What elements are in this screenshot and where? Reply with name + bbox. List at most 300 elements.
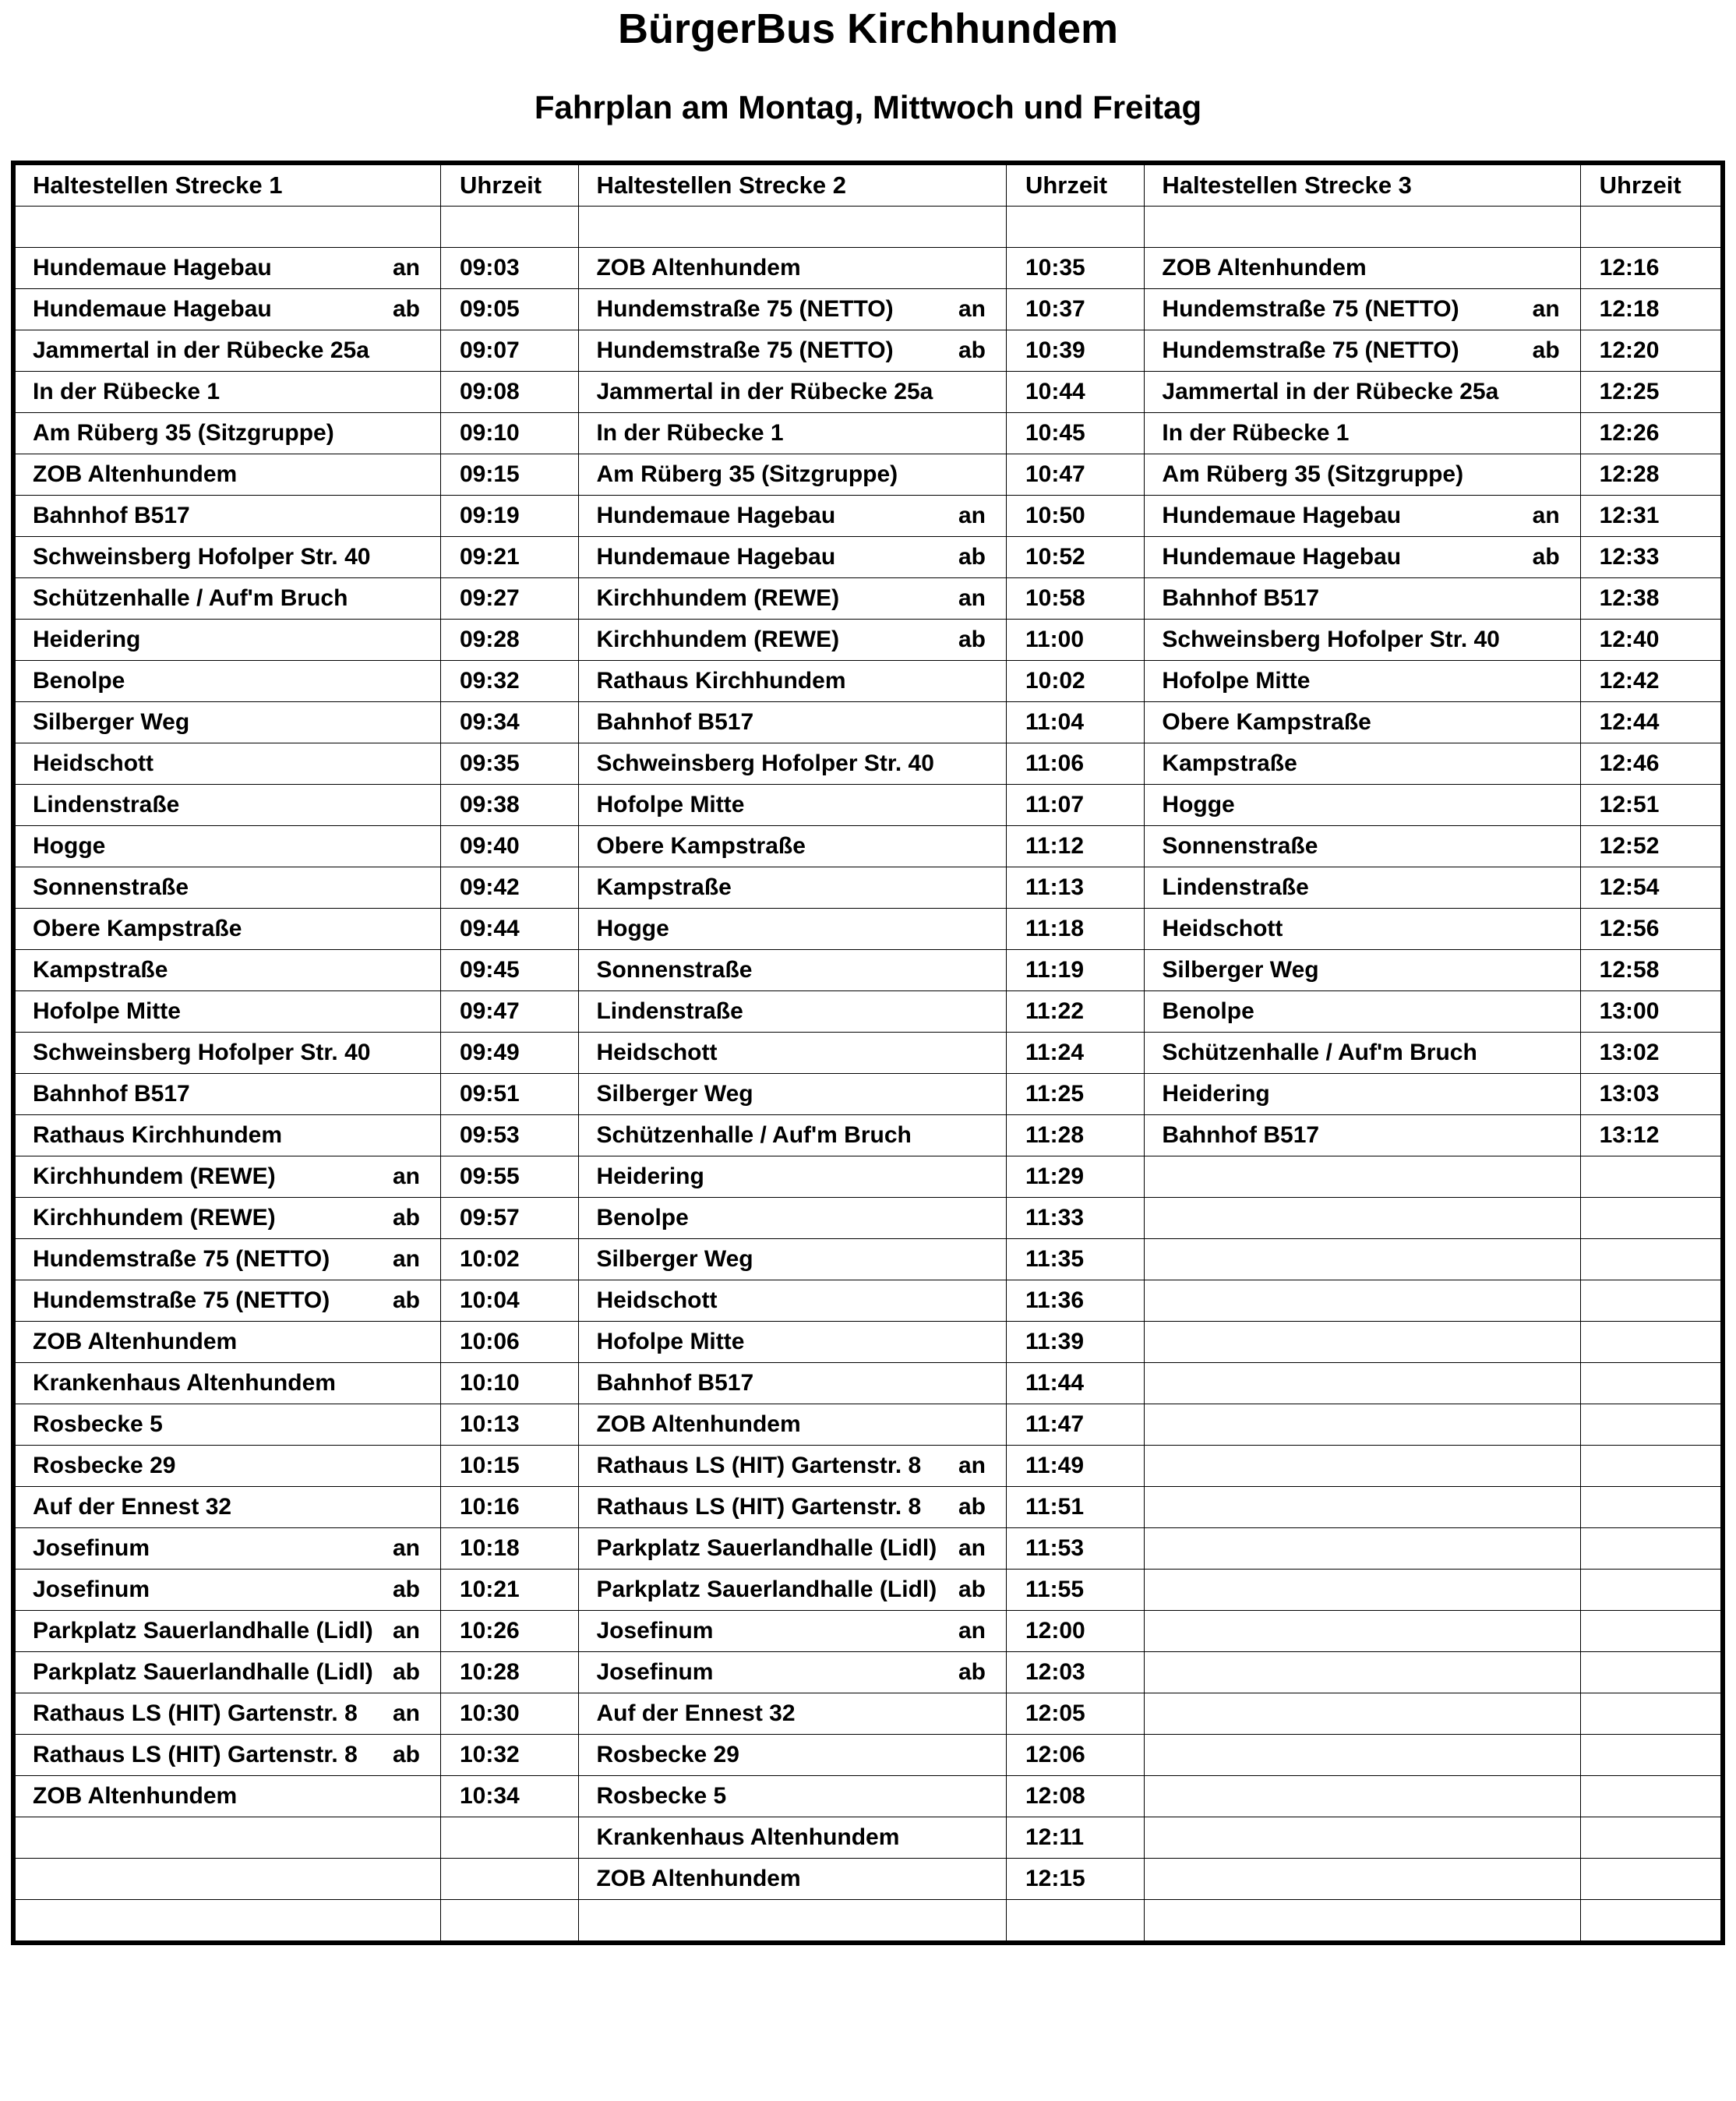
stop-label: Parkplatz Sauerlandhalle (Lidl) xyxy=(33,1619,373,1643)
page-subtitle: Fahrplan am Montag, Mittwoch und Freitag xyxy=(534,89,1202,126)
departure-time-cell xyxy=(441,1238,579,1280)
stop-name-cell xyxy=(579,1280,1007,1321)
departure-time-cell xyxy=(441,949,579,990)
empty-cell xyxy=(1580,1445,1723,1486)
stop-name-cell xyxy=(13,412,441,454)
time-label: 13:12 xyxy=(1599,1121,1660,1148)
departure-time-cell xyxy=(1580,412,1723,454)
stop-label: Sonnenstraße xyxy=(33,875,189,899)
stop-label: Bahnhof B517 xyxy=(596,710,754,734)
stop-name-cell xyxy=(13,701,441,743)
stop-name-cell xyxy=(13,1651,441,1693)
stop-label: Heidschott xyxy=(596,1288,718,1312)
time-label: 09:32 xyxy=(460,667,520,694)
time-label: 10:06 xyxy=(460,1328,520,1354)
time-label: 12:18 xyxy=(1599,295,1660,322)
stop-name-cell xyxy=(13,495,441,536)
empty-cell xyxy=(1580,1527,1723,1569)
time-label: 11:35 xyxy=(1025,1245,1085,1272)
empty-cell xyxy=(579,206,1007,247)
stop-label: Kampstraße xyxy=(33,958,168,982)
stop-row-content xyxy=(579,793,1006,817)
stop-name-cell xyxy=(13,949,441,990)
departure-time-cell xyxy=(441,660,579,701)
departure-time-cell xyxy=(1580,949,1723,990)
stop-name-cell xyxy=(579,330,1007,371)
stop-row-content xyxy=(16,1082,440,1106)
departure-time-cell xyxy=(1006,660,1144,701)
departure-time-cell xyxy=(1006,1197,1144,1238)
departure-time-cell xyxy=(441,412,579,454)
departure-time-cell xyxy=(441,1073,579,1114)
stop-row-content xyxy=(579,587,1006,610)
stop-row-content xyxy=(579,298,1006,321)
empty-cell xyxy=(1145,1404,1580,1445)
empty-cell xyxy=(1580,1610,1723,1651)
stop-label: Jammertal in der Rübecke 25a xyxy=(1162,380,1499,404)
time-label: 12:56 xyxy=(1599,915,1660,941)
time-label: 09:49 xyxy=(460,1039,520,1065)
time-label: 09:03 xyxy=(460,254,520,281)
arrival-departure-marker: ab xyxy=(958,545,986,569)
arrival-departure-marker: an xyxy=(958,1536,986,1560)
stop-row-content xyxy=(1145,669,1579,693)
header-stops-strecke-1 xyxy=(13,163,441,207)
stop-name-cell xyxy=(579,1817,1007,1858)
arrival-departure-marker: an xyxy=(392,1701,420,1725)
departure-time-cell xyxy=(1006,1775,1144,1817)
stop-name-cell xyxy=(13,330,441,371)
stop-name-cell xyxy=(13,1734,441,1775)
stop-label: Hundemaue Hagebau xyxy=(1162,503,1402,528)
table-row xyxy=(13,1114,1723,1156)
empty-cell xyxy=(1145,1610,1580,1651)
time-label: 11:13 xyxy=(1025,874,1085,900)
stop-row-content xyxy=(1145,339,1579,362)
stop-label: Am Rüberg 35 (Sitzgruppe) xyxy=(33,421,334,445)
stop-name-cell xyxy=(13,1569,441,1610)
time-label: 11:39 xyxy=(1025,1328,1085,1354)
stop-label: Rathaus Kirchhundem xyxy=(33,1123,283,1147)
stop-name-cell xyxy=(1145,949,1580,990)
stop-row-content xyxy=(579,917,1006,941)
departure-time-cell xyxy=(1006,536,1144,577)
table-row xyxy=(13,701,1723,743)
departure-time-cell xyxy=(441,371,579,412)
empty-cell xyxy=(579,1899,1007,1943)
stop-name-cell xyxy=(1145,536,1580,577)
stop-row-content xyxy=(16,546,440,569)
arrival-departure-marker: ab xyxy=(392,1288,420,1312)
stop-row-content xyxy=(579,1537,1006,1560)
stop-row-content xyxy=(16,339,440,362)
time-label: 09:34 xyxy=(460,708,520,735)
time-label: 12:33 xyxy=(1599,543,1660,570)
stop-name-cell xyxy=(13,1362,441,1404)
stop-label: Schweinsberg Hofolper Str. 40 xyxy=(596,751,934,775)
table-row xyxy=(13,1156,1723,1197)
stop-name-cell xyxy=(579,495,1007,536)
table-row xyxy=(13,495,1723,536)
stop-row-content xyxy=(16,380,440,404)
header-stops-strecke-2-label: Haltestellen Strecke 2 xyxy=(596,171,846,199)
empty-cell xyxy=(1145,1362,1580,1404)
time-label: 10:58 xyxy=(1025,584,1085,611)
stop-label: ZOB Altenhundem xyxy=(596,1412,801,1436)
stop-row-content xyxy=(579,1082,1006,1106)
empty-cell xyxy=(1580,1734,1723,1775)
stop-label: Schützenhalle / Auf'm Bruch xyxy=(596,1123,912,1147)
stop-label: Krankenhaus Altenhundem xyxy=(33,1371,336,1395)
departure-time-cell xyxy=(1580,495,1723,536)
departure-time-cell xyxy=(1006,330,1144,371)
departure-time-cell xyxy=(1006,619,1144,660)
departure-time-cell xyxy=(1006,1817,1144,1858)
stop-label: Rosbecke 5 xyxy=(596,1784,727,1808)
time-label: 09:44 xyxy=(460,915,520,941)
departure-time-cell xyxy=(1006,1238,1144,1280)
stop-label: Silberger Weg xyxy=(596,1247,753,1271)
stop-label: Rathaus Kirchhundem xyxy=(596,669,846,693)
time-label: 09:47 xyxy=(460,998,520,1024)
stop-row-content xyxy=(16,504,440,528)
empty-cell xyxy=(1580,1197,1723,1238)
empty-cell xyxy=(13,1817,441,1858)
time-label: 11:25 xyxy=(1025,1080,1085,1107)
departure-time-cell xyxy=(441,1486,579,1527)
time-label: 10:45 xyxy=(1025,419,1085,446)
table-row xyxy=(13,1817,1723,1858)
stop-label: Benolpe xyxy=(596,1206,689,1230)
stop-label: Hofolpe Mitte xyxy=(596,793,745,817)
empty-cell xyxy=(441,206,579,247)
time-label: 11:00 xyxy=(1025,626,1085,652)
time-label: 12:00 xyxy=(1025,1617,1085,1644)
header-stops-strecke-1-label: Haltestellen Strecke 1 xyxy=(33,171,283,199)
stop-label: Bahnhof B517 xyxy=(596,1371,754,1395)
stop-label: Heidering xyxy=(1162,1082,1270,1106)
stop-row-content xyxy=(579,1124,1006,1147)
time-label: 12:31 xyxy=(1599,502,1660,528)
time-label: 11:18 xyxy=(1025,915,1085,941)
stop-row-content xyxy=(1145,793,1579,817)
time-label: 12:52 xyxy=(1599,832,1660,859)
stop-label: Hundemaue Hagebau xyxy=(33,256,272,280)
stop-label: Schützenhalle / Auf'm Bruch xyxy=(1162,1040,1477,1065)
table-row xyxy=(13,288,1723,330)
stop-name-cell xyxy=(1145,330,1580,371)
time-label: 12:08 xyxy=(1025,1782,1085,1809)
departure-time-cell xyxy=(1006,784,1144,825)
stop-name-cell xyxy=(13,1114,441,1156)
departure-time-cell xyxy=(1580,701,1723,743)
time-label: 12:40 xyxy=(1599,626,1660,652)
stop-name-cell xyxy=(1145,247,1580,288)
time-label: 12:46 xyxy=(1599,750,1660,776)
header-time-strecke-1-label: Uhrzeit xyxy=(460,171,542,199)
stop-label: Silberger Weg xyxy=(33,710,190,734)
departure-time-cell xyxy=(441,1527,579,1569)
stop-label: Hundemaue Hagebau xyxy=(1162,545,1402,569)
empty-cell xyxy=(1580,1486,1723,1527)
departure-time-cell xyxy=(441,1569,579,1610)
stop-label: In der Rübecke 1 xyxy=(596,421,784,445)
time-label: 10:16 xyxy=(460,1493,520,1520)
stop-label: Obere Kampstraße xyxy=(33,916,242,941)
empty-cell xyxy=(1145,1238,1580,1280)
stop-name-cell xyxy=(1145,454,1580,495)
stop-row-content xyxy=(16,876,440,899)
stop-name-cell xyxy=(579,990,1007,1032)
stop-row-content xyxy=(1145,298,1579,321)
departure-time-cell xyxy=(1006,701,1144,743)
empty-cell xyxy=(1580,1321,1723,1362)
stop-label: Hogge xyxy=(596,916,669,941)
departure-time-cell xyxy=(1580,247,1723,288)
time-label: 10:26 xyxy=(460,1617,520,1644)
empty-cell xyxy=(1145,1486,1580,1527)
stop-name-cell xyxy=(13,1610,441,1651)
stop-label: ZOB Altenhundem xyxy=(1162,256,1367,280)
time-label: 09:38 xyxy=(460,791,520,817)
arrival-departure-marker: an xyxy=(958,586,986,610)
stop-name-cell xyxy=(579,1486,1007,1527)
time-label: 09:27 xyxy=(460,584,520,611)
stop-label: Rathaus LS (HIT) Gartenstr. 8 xyxy=(596,1495,922,1519)
time-label: 12:58 xyxy=(1599,956,1660,983)
stop-label: Am Rüberg 35 (Sitzgruppe) xyxy=(596,462,898,486)
stop-name-cell xyxy=(579,1527,1007,1569)
stop-row-content xyxy=(579,752,1006,775)
stop-name-cell xyxy=(579,371,1007,412)
time-label: 09:21 xyxy=(460,543,520,570)
departure-time-cell xyxy=(1006,1073,1144,1114)
stop-label: Hofolpe Mitte xyxy=(1162,669,1311,693)
empty-cell xyxy=(1006,1899,1144,1943)
stop-label: Heidschott xyxy=(1162,916,1283,941)
departure-time-cell xyxy=(441,784,579,825)
departure-time-cell xyxy=(441,1114,579,1156)
stop-label: Rosbecke 5 xyxy=(33,1412,163,1436)
time-label: 09:53 xyxy=(460,1121,520,1148)
stop-row-content xyxy=(579,1454,1006,1478)
schedule-table-wrapper xyxy=(11,161,1725,1945)
departure-time-cell xyxy=(441,825,579,867)
stop-row-content xyxy=(16,1372,440,1395)
time-label: 10:10 xyxy=(460,1369,520,1396)
table-row xyxy=(13,1486,1723,1527)
stop-row-content xyxy=(579,835,1006,858)
arrival-departure-marker: an xyxy=(392,1536,420,1560)
stop-name-cell xyxy=(13,1156,441,1197)
time-label: 12:20 xyxy=(1599,337,1660,363)
stop-row-content xyxy=(16,1578,440,1601)
time-label: 10:02 xyxy=(460,1245,520,1272)
stop-label: Hundemstraße 75 (NETTO) xyxy=(1162,297,1459,321)
time-label: 10:32 xyxy=(460,1741,520,1767)
arrival-departure-marker: an xyxy=(958,503,986,528)
header-stops-strecke-3 xyxy=(1145,163,1580,207)
departure-time-cell xyxy=(1006,1321,1144,1362)
stop-label: Parkplatz Sauerlandhalle (Lidl) xyxy=(33,1660,373,1684)
departure-time-cell xyxy=(441,495,579,536)
departure-time-cell xyxy=(441,1734,579,1775)
stop-label: Rathaus LS (HIT) Gartenstr. 8 xyxy=(596,1453,922,1478)
arrival-departure-marker: ab xyxy=(392,297,420,321)
departure-time-cell xyxy=(1580,660,1723,701)
departure-time-cell xyxy=(1006,1651,1144,1693)
table-row xyxy=(13,577,1723,619)
empty-cell xyxy=(1580,1775,1723,1817)
stop-label: Hogge xyxy=(1162,793,1235,817)
stop-name-cell xyxy=(13,1527,441,1569)
time-label: 12:11 xyxy=(1025,1824,1085,1850)
stop-name-cell xyxy=(1145,371,1580,412)
departure-time-cell xyxy=(441,1404,579,1445)
stop-name-cell xyxy=(579,701,1007,743)
stop-name-cell xyxy=(13,288,441,330)
arrival-departure-marker: an xyxy=(392,256,420,280)
stop-name-cell xyxy=(1145,990,1580,1032)
trailing-blank-row xyxy=(13,1899,1723,1943)
departure-time-cell xyxy=(441,1445,579,1486)
stop-name-cell xyxy=(579,1693,1007,1734)
spacer-row xyxy=(13,206,1723,247)
stop-name-cell xyxy=(579,288,1007,330)
stop-row-content xyxy=(16,1165,440,1188)
stop-name-cell xyxy=(579,454,1007,495)
empty-cell xyxy=(1580,1899,1723,1943)
table-row xyxy=(13,1238,1723,1280)
departure-time-cell xyxy=(1006,495,1144,536)
time-label: 11:12 xyxy=(1025,832,1085,859)
departure-time-cell xyxy=(1006,1569,1144,1610)
empty-cell xyxy=(1580,1280,1723,1321)
arrival-departure-marker: ab xyxy=(392,1743,420,1767)
stop-name-cell xyxy=(1145,495,1580,536)
time-label: 12:42 xyxy=(1599,667,1660,694)
departure-time-cell xyxy=(441,288,579,330)
time-label: 11:44 xyxy=(1025,1369,1085,1396)
time-label: 10:37 xyxy=(1025,295,1085,322)
departure-time-cell xyxy=(1580,867,1723,908)
departure-time-cell xyxy=(441,1775,579,1817)
departure-time-cell xyxy=(1006,1858,1144,1899)
stop-label: Auf der Ennest 32 xyxy=(33,1495,232,1519)
empty-cell xyxy=(1145,1527,1580,1569)
stop-label: Silberger Weg xyxy=(1162,958,1319,982)
departure-time-cell xyxy=(1580,908,1723,949)
stop-name-cell xyxy=(579,412,1007,454)
arrival-departure-marker: ab xyxy=(958,1660,986,1684)
time-label: 10:30 xyxy=(460,1700,520,1726)
time-label: 09:07 xyxy=(460,337,520,363)
departure-time-cell xyxy=(1006,908,1144,949)
stop-row-content xyxy=(16,1702,440,1725)
stop-row-content xyxy=(579,1826,1006,1849)
table-row xyxy=(13,660,1723,701)
stop-name-cell xyxy=(13,577,441,619)
empty-cell xyxy=(1006,206,1144,247)
stop-row-content xyxy=(16,463,440,486)
empty-cell xyxy=(1580,1569,1723,1610)
stop-row-content xyxy=(16,256,440,280)
empty-cell xyxy=(441,1858,579,1899)
departure-time-cell xyxy=(1006,1032,1144,1073)
stop-label: Krankenhaus Altenhundem xyxy=(596,1825,900,1849)
stop-row-content xyxy=(16,1000,440,1023)
stop-row-content xyxy=(579,1206,1006,1230)
stop-row-content xyxy=(579,1372,1006,1395)
empty-cell xyxy=(1145,1858,1580,1899)
stop-name-cell xyxy=(1145,577,1580,619)
departure-time-cell xyxy=(441,454,579,495)
empty-cell xyxy=(1145,1817,1580,1858)
empty-cell xyxy=(1580,1693,1723,1734)
stop-name-cell xyxy=(13,619,441,660)
departure-time-cell xyxy=(1006,1527,1144,1569)
stop-name-cell xyxy=(13,784,441,825)
time-label: 11:53 xyxy=(1025,1534,1085,1561)
time-label: 11:55 xyxy=(1025,1576,1085,1602)
stop-row-content xyxy=(579,1248,1006,1271)
departure-time-cell xyxy=(1580,454,1723,495)
time-label: 12:54 xyxy=(1599,874,1660,900)
empty-cell xyxy=(1145,1693,1580,1734)
stop-row-content xyxy=(16,1289,440,1312)
stop-name-cell xyxy=(579,660,1007,701)
stop-name-cell xyxy=(13,1321,441,1362)
empty-cell xyxy=(1580,1362,1723,1404)
stop-row-content xyxy=(1145,256,1579,280)
stop-label: Hundemaue Hagebau xyxy=(596,503,836,528)
arrival-departure-marker: an xyxy=(392,1164,420,1188)
stop-label: Bahnhof B517 xyxy=(1162,586,1320,610)
departure-time-cell xyxy=(441,867,579,908)
arrival-departure-marker: an xyxy=(958,297,986,321)
stop-name-cell xyxy=(13,1775,441,1817)
stop-label: Benolpe xyxy=(1162,999,1254,1023)
stop-label: Hundemstraße 75 (NETTO) xyxy=(596,297,894,321)
stop-row-content xyxy=(1145,380,1579,404)
time-label: 11:36 xyxy=(1025,1287,1085,1313)
stop-row-content xyxy=(16,1537,440,1560)
header-time-strecke-2 xyxy=(1006,163,1144,207)
stop-row-content xyxy=(579,504,1006,528)
stop-row-content xyxy=(579,1867,1006,1891)
stop-name-cell xyxy=(1145,743,1580,784)
stop-name-cell xyxy=(13,1693,441,1734)
time-label: 09:55 xyxy=(460,1163,520,1189)
stop-row-content xyxy=(1145,711,1579,734)
stop-name-cell xyxy=(1145,619,1580,660)
stop-row-content xyxy=(1145,835,1579,858)
stop-row-content xyxy=(579,1495,1006,1519)
stop-row-content xyxy=(16,1619,440,1643)
stop-label: Kirchhundem (REWE) xyxy=(596,586,840,610)
page-title: BürgerBus Kirchhundem xyxy=(617,5,1119,52)
arrival-departure-marker: an xyxy=(1532,503,1560,528)
stop-label: Heidering xyxy=(596,1164,704,1188)
stop-name-cell xyxy=(13,1073,441,1114)
empty-cell xyxy=(1145,1899,1580,1943)
stop-name-cell xyxy=(579,867,1007,908)
departure-time-cell xyxy=(1580,1114,1723,1156)
stop-label: Josefinum xyxy=(33,1536,150,1560)
stop-label: Hofolpe Mitte xyxy=(33,999,181,1023)
stop-label: Hofolpe Mitte xyxy=(596,1329,745,1354)
time-label: 11:06 xyxy=(1025,750,1085,776)
